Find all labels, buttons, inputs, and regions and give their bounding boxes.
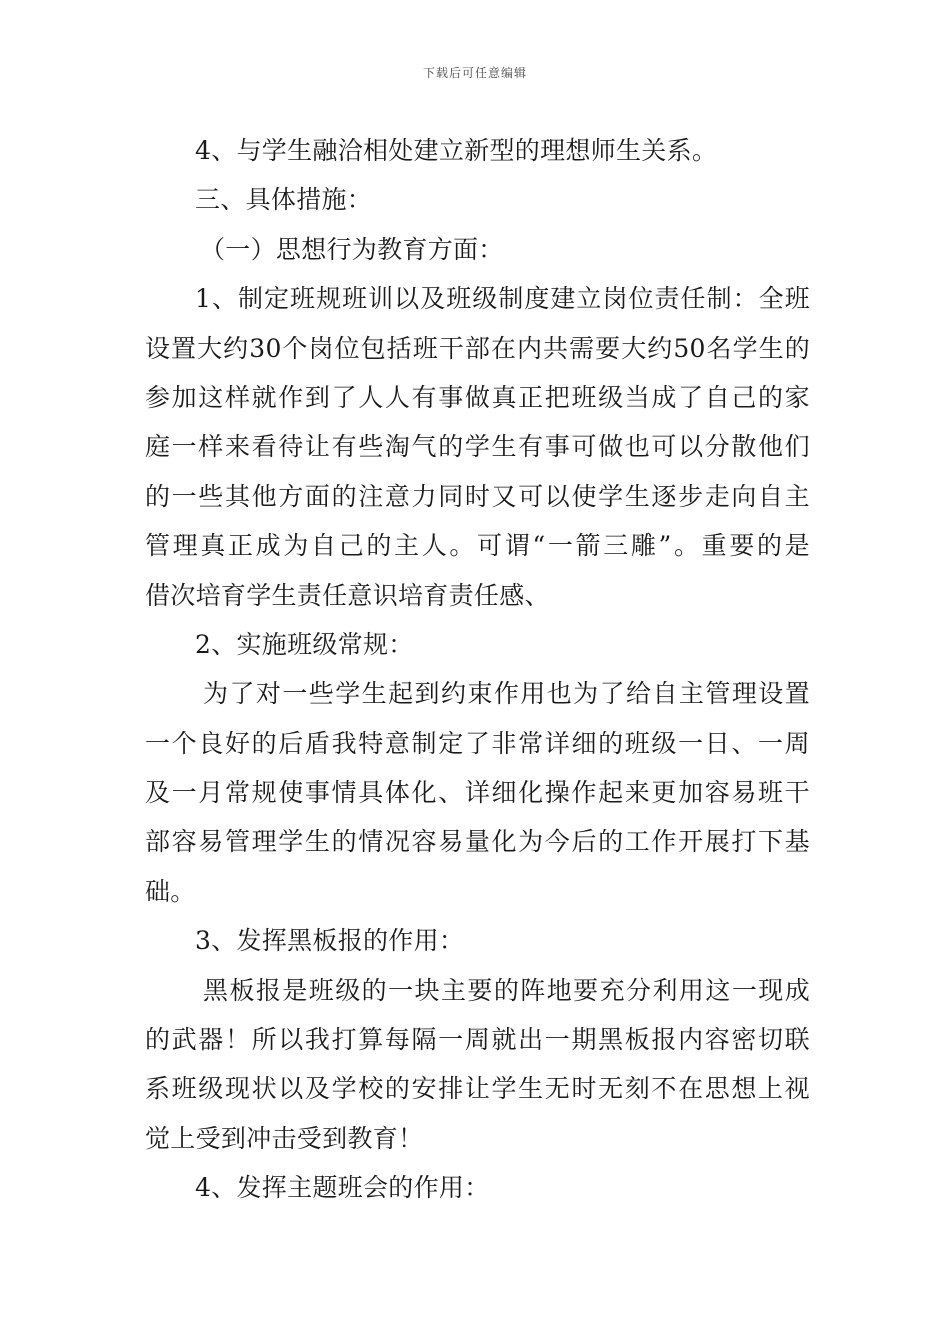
text-line: 系班级现状以及学校的安排让学生无时无刻不在思想上视 [145,1074,810,1104]
text-line: 设置大约30个岗位包括班干部在内共需要大约50名学生的 [145,333,810,363]
text-line: 管理真正成为自己的主人。可谓“一箭三雕”。重要的是 [145,531,810,561]
section-heading: 三、具体措施： [195,185,373,215]
item-heading: 2、实施班级常规： [195,629,414,659]
text-line: 的武器！所以我打算每隔一周就出一期黑板报内容密切联 [145,1025,810,1055]
item-heading: 4、发挥主题班会的作用： [195,1173,490,1203]
text-line: 黑板报是班级的一块主要的阵地要充分利用这一现成 [203,975,810,1005]
page-header: 下载后可任意编辑 [422,66,527,80]
text-line: 参加这样就作到了人人有事做真正把班级当成了自己的家 [145,382,810,412]
text-line: 为了对一些学生起到约束作用也为了给自主管理设置 [203,679,810,709]
text-line: 及一月常规使事情具体化、详细化操作起来更加容易班干 [145,778,810,808]
text-line: 础。 [145,876,196,906]
subsection-heading: （一）思想行为教育方面： [200,234,504,264]
text-line: 觉上受到冲击受到教育！ [145,1123,424,1153]
text-line: 一个良好的后盾我特意制定了非常详细的班级一日、一周 [145,728,810,758]
text-line: 部容易管理学生的情况容易量化为今后的工作开展打下基 [145,827,810,857]
item-heading: 3、发挥黑板报的作用： [195,926,465,956]
text-line: 庭一样来看待让有些淘气的学生有事可做也可以分散他们 [145,432,810,462]
text-line: 的一些其他方面的注意力同时又可以使学生逐步走向自主 [145,481,810,511]
document-body [145,126,810,1213]
text-line: 借次培育学生责任意识培育责任感、 [145,580,550,610]
text-line: 4、与学生融洽相处建立新型的理想师生关系。 [195,136,718,165]
text-line: 1、制定班规班训以及班级制度建立岗位责任制：全班 [195,284,810,314]
